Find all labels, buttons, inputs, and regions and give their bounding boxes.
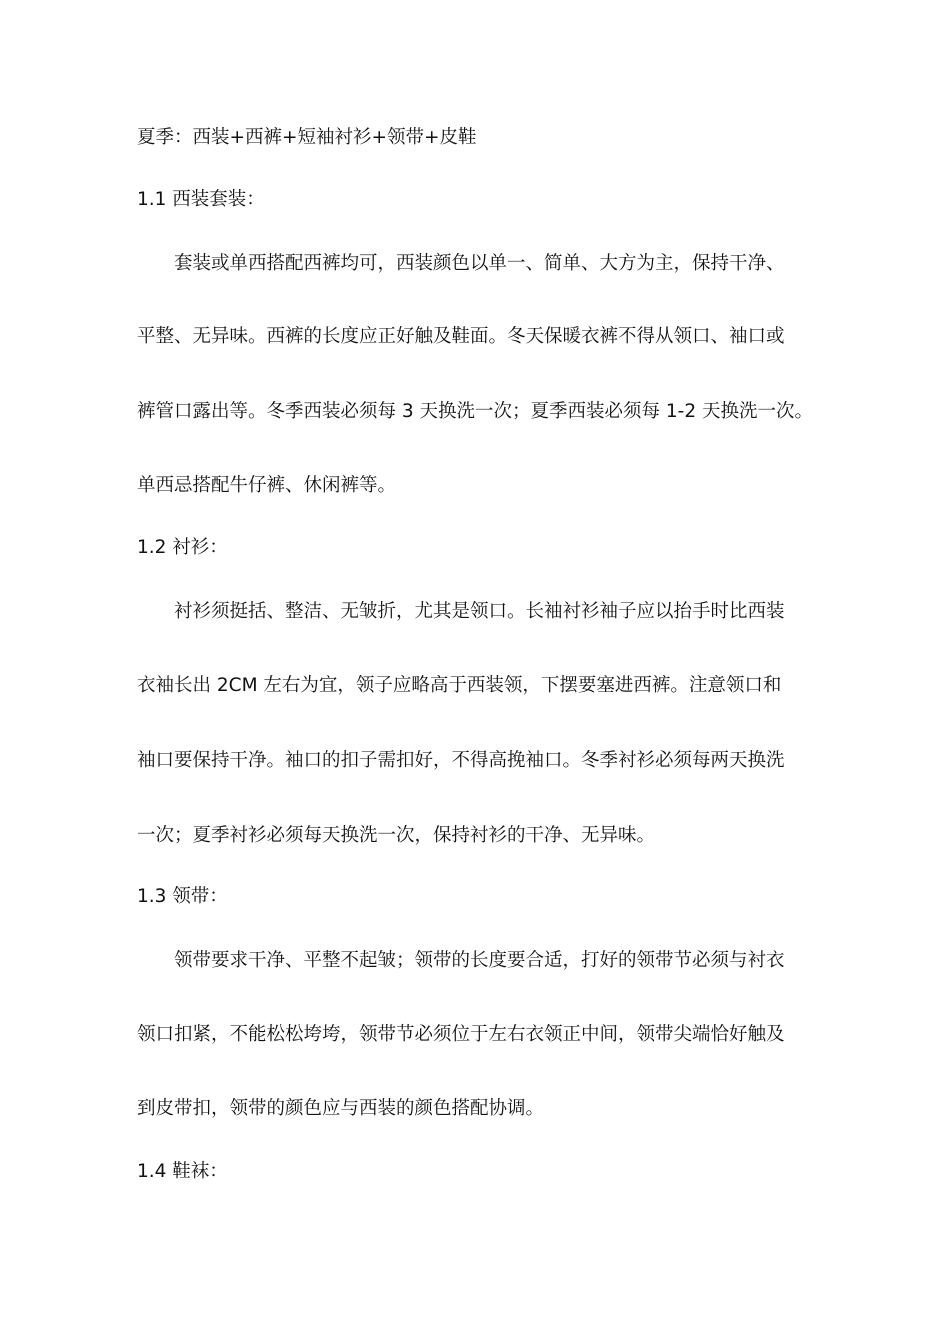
section-1-3-line-2: 领口扣紧，不能松松垮垮，领带节必须位于左右衣领正中间，领带尖端恰好触及 bbox=[137, 1024, 785, 1045]
section-1-1-line-4: 单西忌搭配牛仔裤、休闲裤等。 bbox=[137, 475, 397, 496]
section-1-2-line-3: 袖口要保持干净。袖口的扣子需扣好，不得高挽袖口。冬季衬衫必须每两天换洗 bbox=[137, 750, 785, 771]
section-1-2-line-2: 衣袖长出 2CM 左右为宜，领子应略高于西装领，下摆要塞进西裤。注意领口和 bbox=[137, 675, 782, 696]
section-1-1-line-2: 平整、无异味。西裤的长度应正好触及鞋面。冬天保暖衣裤不得从领口、袖口或 bbox=[137, 326, 785, 347]
section-1-4-heading: 1.4 鞋袜： bbox=[137, 1161, 228, 1182]
section-1-3-line-3: 到皮带扣，领带的颜色应与西装的颜色搭配协调。 bbox=[137, 1098, 545, 1119]
summer-dress-line: 夏季：西装+西裤+短袖衬衫+领带+皮鞋 bbox=[137, 127, 477, 148]
section-1-2-line-1: 衬衫须挺括、整洁、无皱折，尤其是领口。长袖衬衫袖子应以抬手时比西装 bbox=[174, 601, 785, 622]
section-1-2-line-4: 一次；夏季衬衫必须每天换洗一次，保持衬衫的干净、无异味。 bbox=[137, 825, 656, 846]
section-1-1-line-3: 裤管口露出等。冬季西装必须每 3 天换洗一次；夏季西装必须每 1-2 天换洗一次。 bbox=[137, 401, 814, 422]
section-1-3-line-1: 领带要求干净、平整不起皱；领带的长度要合适，打好的领带节必须与衬衣 bbox=[174, 950, 785, 971]
section-1-2-heading: 1.2 衬衫： bbox=[137, 537, 228, 558]
section-1-1-heading: 1.1 西装套装： bbox=[137, 189, 265, 210]
section-1-1-line-1: 套装或单西搭配西裤均可，西装颜色以单一、简单、大方为主，保持干净、 bbox=[174, 253, 785, 274]
section-1-3-heading: 1.3 领带： bbox=[137, 886, 228, 907]
